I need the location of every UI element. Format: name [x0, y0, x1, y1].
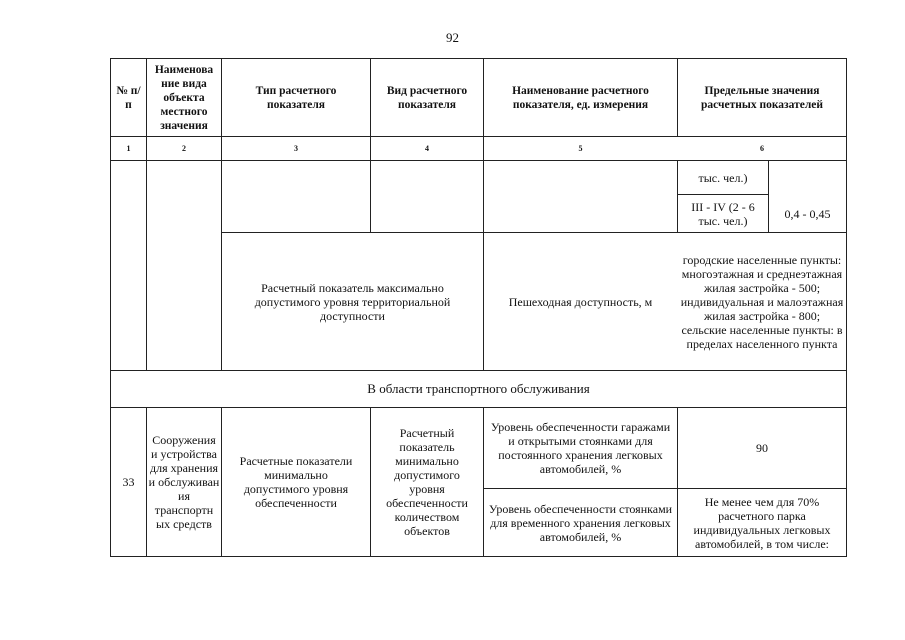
colnum-6: 6: [760, 143, 764, 153]
row33-number: 33: [122, 475, 135, 489]
row33-indicator-name-permanent: Уровень обеспеченности гаражами и открытыми стоянками для постоянного хранения легковых автомобилей, %: [490, 420, 671, 476]
header-indicator-kind: Вид расчетного показателя: [386, 84, 468, 111]
row33-object-name: Сооружения и устройства для хранения и обслуживан ия транспортн ых средств: [148, 433, 220, 531]
access-indicator-type: Расчетный показатель максимально допустимого уровня территориальной доступности: [254, 280, 451, 323]
colnum-3: 3: [294, 143, 298, 153]
section-heading: В области транспортного обслуживания: [367, 381, 590, 396]
row33-indicator-name-temporary: Уровень обеспеченности стоянками для временного хранения легковых автомобилей, %: [488, 501, 673, 544]
row33-indicator-kind: Расчетный показатель минимально допустимого уровня обеспеченности количеством объектов: [386, 426, 468, 538]
colnum-5: 5: [578, 143, 583, 153]
row33-indicator-value-permanent: 90: [756, 441, 768, 455]
cont-sub-category-1: тыс. чел.): [698, 170, 748, 185]
header-limit-values: Предельные значения расчетных показателей: [700, 84, 824, 111]
cont-sub-category-2-value: 0,4 - 0,45: [784, 206, 831, 221]
header-object-name: Наименова ние вида объекта местного значения: [154, 63, 214, 132]
header-number: № п/п: [116, 84, 141, 111]
row33-indicator-value-temporary: Не менее чем для 70% расчетного парка индивидуальных легковых автомобилей, в том числе:: [693, 494, 831, 551]
page-number: 92: [446, 30, 459, 45]
colnum-4: 4: [425, 143, 429, 153]
cont-sub-category-2: III - IV (2 - 6 тыс. чел.): [691, 199, 755, 228]
header-indicator-name: Наименование расчетного показателя, ед. измерения: [512, 84, 649, 111]
header-indicator-type: Тип расчетного показателя: [255, 84, 337, 111]
access-indicator-value: городские населенные пункты: многоэтажная и среднеэтажная жилая застройка - 500; индивидуальная и малоэтажная жилая застройка - 800; сельские населенные пункты: в пределах населенного пункта: [680, 252, 844, 351]
colnum-2: 2: [182, 143, 186, 153]
row33-indicator-type: Расчетные показатели минимально допустимого уровня обеспеченности: [239, 454, 353, 510]
colnum-1: 1: [126, 143, 131, 153]
access-indicator-name: Пешеходная доступность, м: [508, 294, 653, 309]
